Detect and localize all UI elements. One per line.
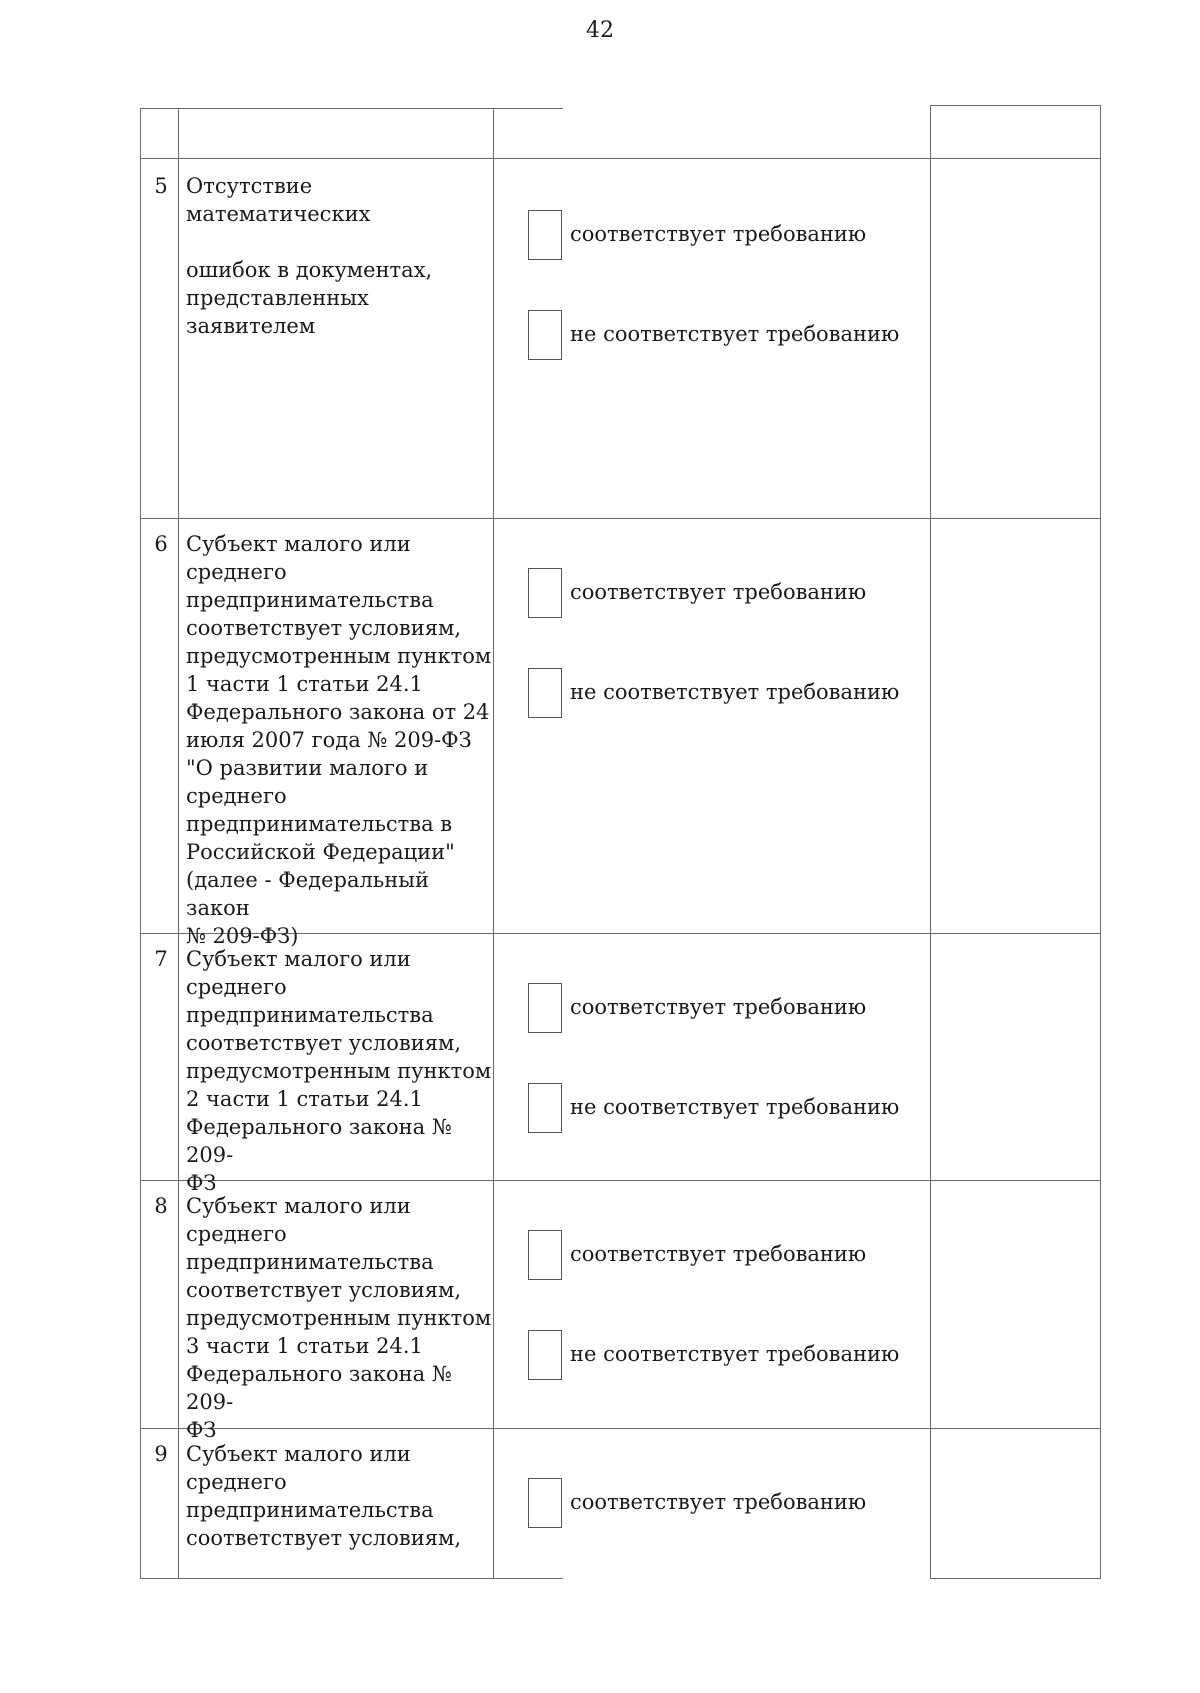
checkbox[interactable] bbox=[528, 1478, 562, 1528]
row-number: 7 bbox=[154, 947, 168, 971]
row-number: 9 bbox=[154, 1442, 168, 1466]
checkbox[interactable] bbox=[528, 310, 562, 360]
row-description: Субъект малого или среднего предпринимательства соответствует условиям, предусмотренным пунктом 2 части 1 статьи 24.1 Федерального закона № 209- ФЗ bbox=[186, 947, 492, 1195]
checkbox[interactable] bbox=[528, 1083, 562, 1133]
option-label: не соответствует требованию bbox=[570, 680, 900, 704]
row-number: 6 bbox=[154, 532, 168, 556]
option-label: не соответствует требованию bbox=[570, 1342, 900, 1366]
page-number: 42 bbox=[586, 18, 614, 43]
option-label: не соответствует требованию bbox=[570, 1095, 900, 1119]
option-label: соответствует требованию bbox=[570, 995, 867, 1019]
checkbox[interactable] bbox=[528, 668, 562, 718]
option-label: соответствует требованию bbox=[570, 1490, 867, 1514]
checkbox[interactable] bbox=[528, 568, 562, 618]
option-label: соответствует требованию bbox=[570, 222, 867, 246]
checkbox[interactable] bbox=[528, 983, 562, 1033]
row-number: 8 bbox=[154, 1194, 168, 1218]
checkbox[interactable] bbox=[528, 210, 562, 260]
row-description: Субъект малого или среднего предпринимательства соответствует условиям, bbox=[186, 1442, 461, 1550]
row-description: Субъект малого или среднего предпринимательства соответствует условиям, предусмотренным пунктом 1 части 1 статьи 24.1 Федерального закона от 24 июля 2007 года № 209-ФЗ "О развитии малого и среднего предпринимательства в Российской Федерации" (далее - Федеральный закон № 209-ФЗ) bbox=[186, 532, 492, 948]
checkbox[interactable] bbox=[528, 1330, 562, 1380]
row-description: Отсутствие математических ошибок в документах, представленных заявителем bbox=[186, 174, 433, 338]
option-label: не соответствует требованию bbox=[570, 322, 900, 346]
row-number: 5 bbox=[154, 174, 168, 198]
checkbox[interactable] bbox=[528, 1230, 562, 1280]
option-label: соответствует требованию bbox=[570, 580, 867, 604]
row-description: Субъект малого или среднего предпринимательства соответствует условиям, предусмотренным пунктом 3 части 1 статьи 24.1 Федерального закона № 209- ФЗ bbox=[186, 1194, 492, 1442]
option-label: соответствует требованию bbox=[570, 1242, 867, 1266]
